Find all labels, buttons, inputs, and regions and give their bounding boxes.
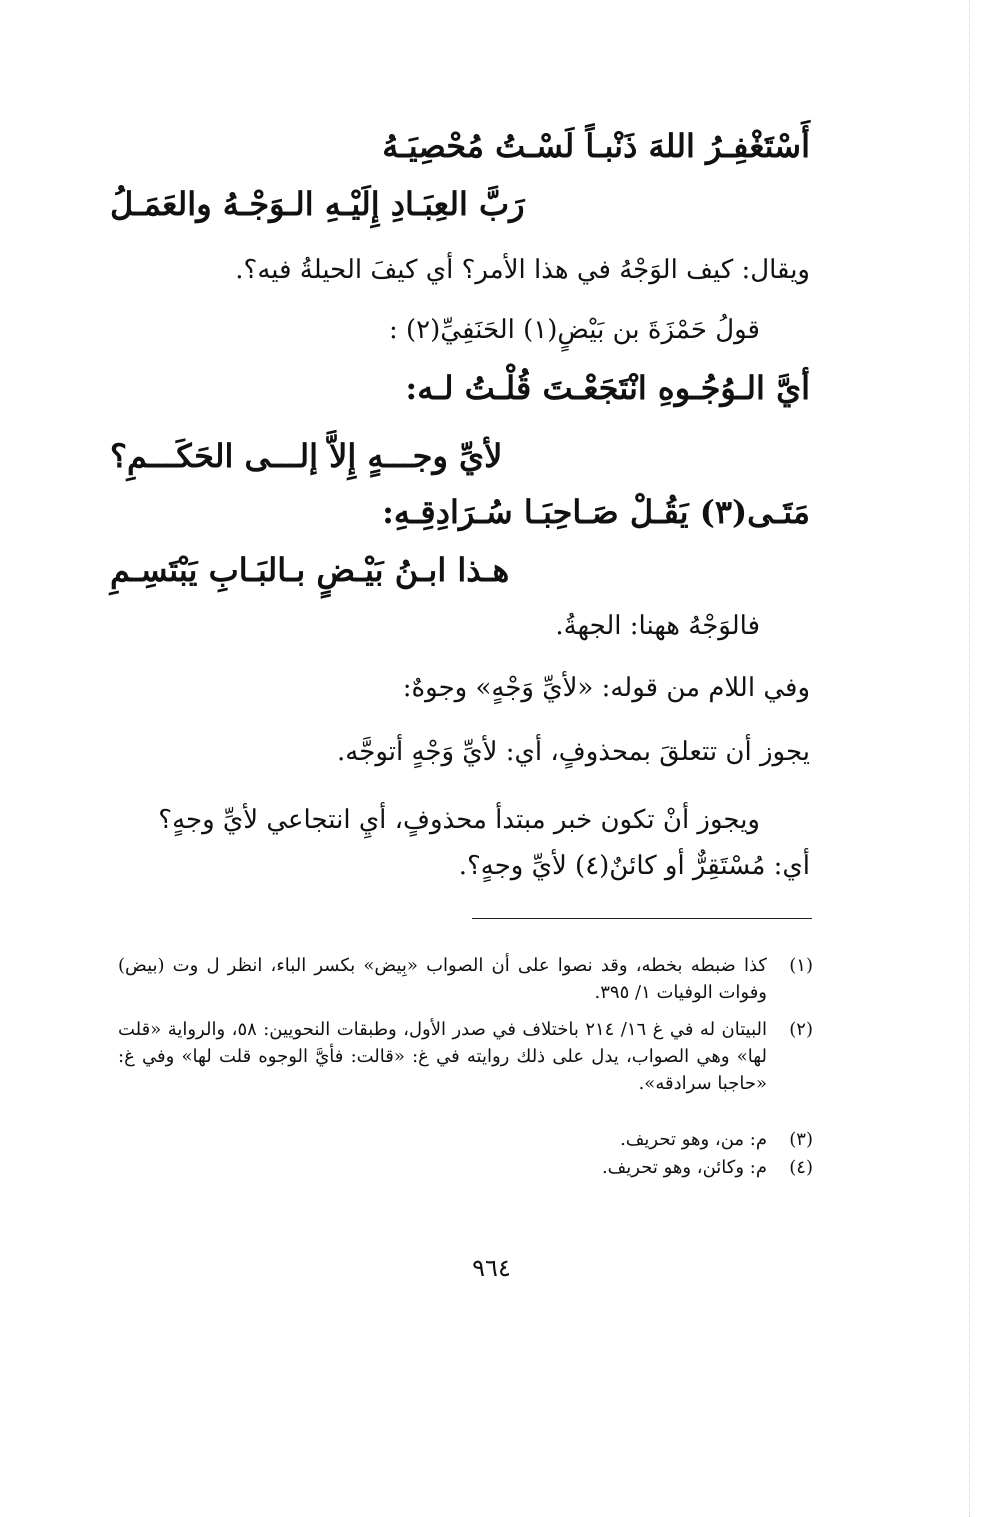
footnote-2-text: البيتان له في غ ١٦/ ٢١٤ باختلاف في صدر الأول، وطبقات النحويين: ٥٨، والرواية «قلت لها» وهي الصواب، يدل على ذلك روايته في غ: «قالت: فأيَّ الوجوه قلت لها» وفي غ: «حاجبا سرادقه». xyxy=(118,1019,767,1094)
verse-1-second-hemistich: رَبَّ العِبَـادِ إِلَيْـهِ الـوَجْـهُ والعَمَـلُ xyxy=(110,185,525,223)
footnote-3-number: (٣) xyxy=(789,1129,813,1150)
footnote-2-number: (٢) xyxy=(789,1019,813,1040)
verse-2-second-hemistich: لأيِّ وجـــهٍ إِلاَّ إلـــى الحَكَـــمِ؟ xyxy=(110,437,503,475)
footnote-4-text: م: وكائن، وهو تحريف. xyxy=(601,1157,767,1178)
prose-paragraph-4: وفي اللام من قوله: «لأيِّ وَجْهٍ» وجوهٌ: xyxy=(402,673,810,703)
verse-1-first-hemistich: أَسْتَغْفِـرُ اللهَ ذَنْبـاً لَسْـتُ مُحْصِيَـهُ xyxy=(382,127,810,165)
verse-3-first-hemistich: مَتَـى(٣) يَقُـلْ صَـاحِبَـا سُـرَادِقِـهِ: xyxy=(382,493,810,531)
footnote-1 xyxy=(118,952,813,1006)
verse-3-second-hemistich: هـذا ابـنُ بَيْـضٍ بـالبَـابِ يَبْتَسِـمِ xyxy=(110,551,510,589)
verse-2-first-hemistich: أيَّ الـوُجُـوهِ انْتَجَعْـتَ قُلْـتُ لـه: xyxy=(405,369,810,407)
prose-paragraph-6-line-2: أي: مُسْتَقِرٌّ أو كائنٌ(٤) لأيِّ وجهٍ؟. xyxy=(458,851,810,881)
footnote-1-text: كذا ضبطه بخطه، وقد نصوا على أن الصواب «بِيض» بكسر الباء، انظر ل وت (بيض) وفوات الوفيات ١/ ٣٩٥. xyxy=(118,955,767,1003)
footnote-3-text: م: من، وهو تحريف. xyxy=(620,1129,767,1150)
footnote-2 xyxy=(118,1016,813,1097)
prose-paragraph-6-line-1: ويجوز أنْ تكون خبر مبتدأ محذوفٍ، أيِ انتجاعي لأيِّ وجهٍ؟ xyxy=(158,805,760,835)
prose-paragraph-2: قولُ حَمْزَةَ بن بَيْضٍ(١) الحَنَفِيِّ(٢) : xyxy=(389,315,760,345)
footnote-4-number: (٤) xyxy=(789,1157,813,1178)
footnote-4 xyxy=(118,1154,813,1181)
footnote-1-number: (١) xyxy=(789,955,813,976)
footnote-3 xyxy=(118,1126,813,1153)
prose-paragraph-3: فالوَجْهُ ههنا: الجهةُ. xyxy=(555,611,760,641)
page-number: ٩٦٤ xyxy=(472,1254,511,1282)
prose-paragraph-1: ويقال: كيف الوَجْهُ في هذا الأمر؟ أي كيفَ الحيلةُ فيه؟. xyxy=(235,255,810,285)
footnote-divider xyxy=(472,918,812,919)
prose-paragraph-5: يجوز أن تتعلقَ بمحذوفٍ، أي: لأيِّ وَجْهٍ أتوجَّه. xyxy=(337,737,810,767)
scan-edge-line xyxy=(969,0,970,1517)
